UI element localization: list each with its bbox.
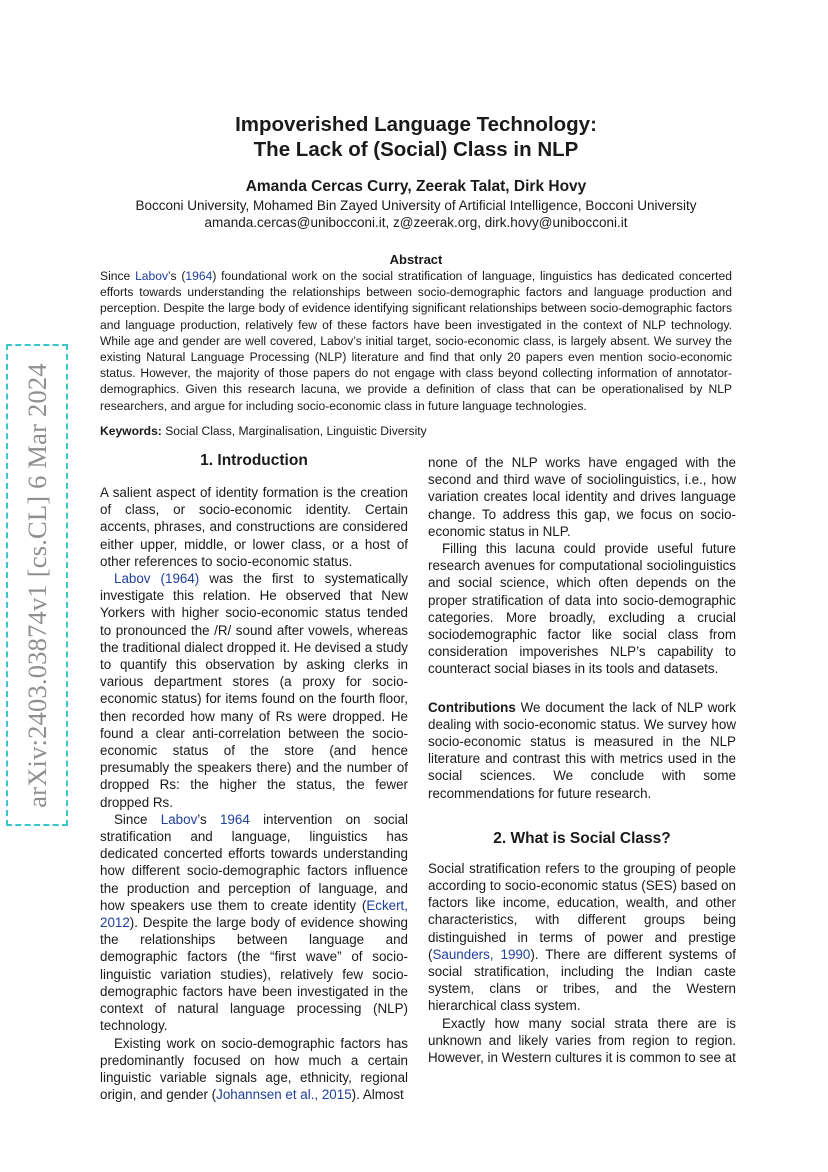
citation-link[interactable]: 1964 [219,811,250,827]
text-run: ’s ( [168,269,186,283]
text-run: ) foundational work on the social stratification of language, linguistics has dedicated concerted efforts towards understanding the relationships between socio-demographic factors and language production and perception. Despite the large body of evidence identifying significant relationships between socio-demographic factors and language production, relatively few of these factors have been investigated in the context of NLP technology. While age and gender are well covered, Labov’s initial target, socio-economic class, is largely absent. We survey the existing Natural Language Processing (NLP) literature and find that only 20 papers even mention socio-economic status. However, the majority of those papers do not engage with class beyond collecting information of annotator-demographics. Given this research lacuna, we provide a definition of class that can be operationalised by NLP researchers, and argue for including socio-economic class in future language technologies. [100,269,732,413]
citation-link[interactable]: Labov [135,269,169,283]
affiliation-line: Bocconi University, Mohamed Bin Zayed University of Artificial Intelligence, Bocconi University [135,198,697,213]
citation-link[interactable]: 1964 [185,269,213,283]
title-line-1: Impoverished Language Technology: [235,113,597,136]
text-run: We document the lack of NLP work dealing with socio-economic status. We survey how socio-economic status is measured in the NLP literature and contrast this with metrics used in the social sciences. We conclude with some recommendations for future research. [428,699,736,801]
keywords-line [100,423,732,439]
email-line[interactable]: amanda.cercas@unibocconi.it, z@zeerak.org, dirk.hovy@unibocconi.it [204,215,628,230]
citation-link[interactable]: Labov [160,811,198,827]
text-run: ). There are different systems of social stratification, including the Indian caste system, clans or tribes, and the Western hierarchical class system. [428,946,736,1014]
text-run: Since [114,811,161,827]
section-heading-introduction: 1. Introduction [200,452,308,469]
intro-paragraph-3 [100,811,408,1035]
text-run: was the first to systematically investigate this relation. He observed that New Yorkers with higher socio-economic status tended to pronounced the /R/ sound after vowels, whereas the traditional dialect dropped it. He devised a study to quantify this observation by asking clerks in various department stores (a proxy for socio-economic status) for items found on the fourth floor, then recorded how many of Rs were dropped. He found a clear anti-correlation between the socio-economic status of the store (and hence presumably the speakers there) and the number of dropped Rs: the higher the status, the fewer dropped Rs. [100,571,408,810]
right-column [428,454,736,1066]
citation-link[interactable]: Labov (1964) [114,571,200,587]
paper-title [100,112,732,162]
left-column [100,450,408,1103]
keywords-list: Social Class, Marginalisation, Linguistic Diversity [165,424,427,438]
citation-link[interactable]: Johannsen et al., 2015 [216,1087,352,1103]
abstract-text [100,268,732,414]
intro-paragraph-4 [100,1035,408,1104]
section-heading-social-class: 2. What is Social Class? [493,829,671,847]
title-line-2: The Lack of (Social) Class in NLP [253,138,579,161]
intro-paragraph-1: A salient aspect of identity formation is the creation of class, or socio-economic identity. Certain accents, phrases, and constructions are considered either upper, middle, or lower class, or a host of other references to socio-economic status. [100,485,408,569]
author-list: Amanda Cercas Curry, Zeerak Talat, Dirk Hovy [245,178,587,195]
keywords-label: Keywords: [100,424,162,438]
text-run: Existing work on socio-demographic factors has predominantly focused on how much a certain linguistic variable signals age, ethnicity, regional origin, and gender ( [100,1035,408,1103]
text-run: ’s [197,811,220,827]
affiliations [100,197,732,231]
intro-paragraph-5: none of the NLP works have engaged with the second and third wave of sociolinguistics, i.e., how variation creates local identity and drives language change. To address this gap, we focus on socio-economic status in NLP. [428,455,736,539]
text-run: Since [100,269,136,283]
text-run: ). Almost [351,1087,404,1103]
social-class-paragraph-1 [428,860,736,1015]
abstract-heading: Abstract [389,252,443,267]
social-class-paragraph-2: Exactly how many social strata there are is unknown and likely varies from region to region. However, in Western cultures it is common to see at [428,1015,736,1066]
text-run: intervention on social stratification and language, linguistics has dedicated concerted efforts towards understanding how different socio-demographic factors influence the production and perception of language, and how speakers use them to create identity ( [100,811,408,913]
intro-paragraph-6: Filling this lacuna could provide useful future research avenues for computational sociolinguistics and social science, which often depends on the proper stratification of data into socio-demographic categories. More broadly, excluding a crucial sociodemographic factor like social class from consideration impoverishes NLP’s capability to counteract social biases in its tools and datasets. [428,541,736,677]
text-run: ). Despite the large body of evidence showing the relationships between language and demographic factors (the “first wave” of socio-linguistic variation studies), relatively few socio-demographic factors have been investigated in the context of natural language processing (NLP) technology. [100,915,408,1034]
contributions-paragraph [428,699,736,802]
arxiv-stamp[interactable] [6,344,68,826]
citation-link[interactable]: Saunders, 1990 [432,946,531,962]
contributions-label: Contributions [428,699,516,715]
text-run: Social stratification refers to the grouping of people according to socio-economic status (SES) based on factors like income, education, wealth, and other characteristics, with different groups being distinguished in terms of power and prestige ( [428,860,736,962]
arxiv-identifier[interactable]: arXiv:2403.03874v1 [cs.CL] 6 Mar 2024 [21,362,52,808]
citation-link[interactable]: Eckert, 2012 [100,897,408,931]
intro-paragraph-2 [100,570,408,811]
